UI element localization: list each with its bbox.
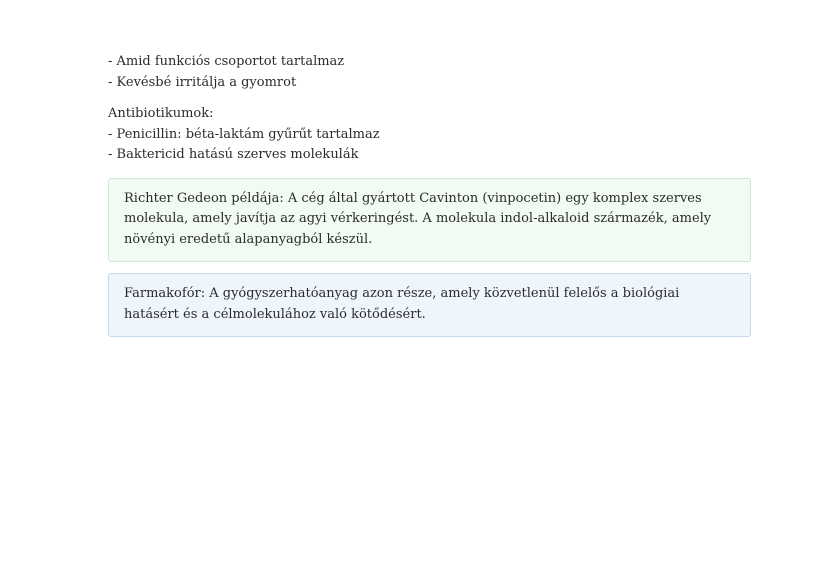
list-item: - Baktericid hatású szerves molekulák (108, 147, 359, 162)
example-callout-text: Richter Gedeon példája: A cég által gyártott Cavinton (vinpocetin) egy komplex szerves molekula, amely javítja az agyi vérkeringést. A molekula indol-alkaloid származék, amely növényi eredetű alapanyagból készül. (124, 190, 712, 247)
list-item: - Amid funkciós csoportot tartalmaz (108, 54, 345, 69)
list-item: - Penicillin: béta-laktám gyűrűt tartalmaz (108, 126, 380, 142)
definition-callout-text: Farmakofór: A gyógyszerhatóanyag azon része, amely közvetlenül felelős a biológiai hatásért és a célmolekulához való kötődésért. (124, 286, 680, 322)
section-heading: Antibiotikumok: (108, 106, 214, 121)
example-callout-box (108, 178, 751, 263)
properties-list (108, 52, 751, 93)
definition-callout-box (108, 273, 751, 337)
document-content (108, 52, 751, 337)
list-item: - Kevésbé irritálja a gyomrot (108, 74, 297, 90)
antibiotics-section (108, 104, 751, 166)
